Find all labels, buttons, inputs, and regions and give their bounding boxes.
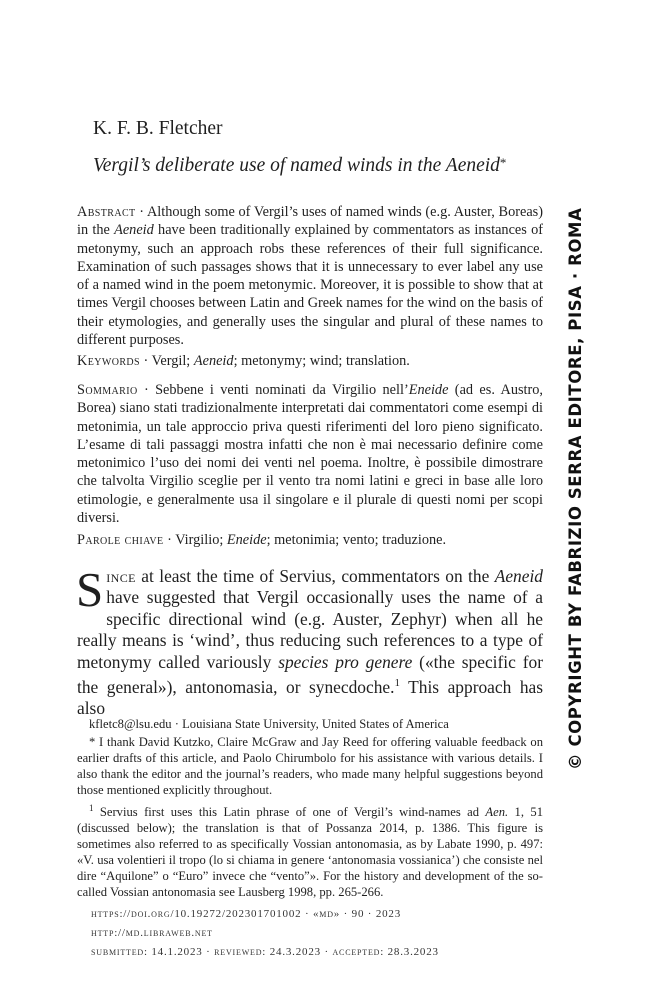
keywords-label: Keywords: [77, 353, 140, 369]
article-title: [93, 155, 506, 177]
sommario-text-cont: (ad es. Austro, Borea) siano stati tradizionalmente interpretati dai commentatori come esempi di metonimia, un tale approccio priva questi riferimenti del loro pieno significato. L’esame di tali passaggi mostra infatti che non è mai necessario definire come metonimico l’uso dei nomi dei venti nel poema. Inoltre, è possibile dimostrare che talvolta Virgilio sceglie per il vento tra nomi latini e greci in base alle loro etimologie, e generalmente usa il singolare e il plurale di questi nomi per scopi diversi.: [77, 382, 543, 527]
sommario-text: Sebbene i venti nominati da Virgilio nell’: [155, 382, 409, 398]
drop-cap: S: [76, 562, 104, 617]
footnote-1-emphasis: Aen.: [485, 805, 509, 820]
body-text-cont: have suggested that Vergil occasionally uses the name of a specific directional wind (e.g. Auster, Zephyr) when all he really means is ‘wind’, thus reducing such references to a type of metonymy called variously: [77, 587, 543, 672]
body-text: at least the time of Servius, commentators on the: [135, 566, 495, 586]
author-name: K. F. B. Fletcher: [93, 118, 223, 139]
parole-text-cont: ; metonimia; vento; traduzione.: [266, 532, 447, 548]
keywords-block: [77, 352, 543, 370]
parole-separator: ·: [163, 532, 176, 548]
body-text-cont-2: («the specific for the general»), antonomasia, or synecdoche.: [77, 651, 543, 697]
affiliation-text: kfletc8@lsu.edu · Louisiana State University, United States of America: [89, 717, 449, 731]
abstract-text-cont: have been traditionally explained by commentators as instances of metonymy, such an approach robs these references of their full significance. Examination of such passages shows that it is unnecessary to ever label any use of a named wind in the poem metonymic. Moreover, it is possible to show that at times Vergil chooses between Latin and Greek names for the wind on the basis of their etymologies, and generally uses the singular and plural of these names to different purposes.: [77, 222, 543, 349]
abstract-text: Although some of Vergil’s uses of named winds (e.g. Auster, Boreas) in the: [77, 204, 544, 239]
acknowledgment-text: I thank David Kutzko, Claire McGraw and Jay Reed for offering valuable feedback on earlier drafts of this article, and Paolo Chirumbolo for his assistance with various details. I also thank the editor and the journal’s readers, who made many helpful suggestions beyond those mentioned explicitly throughout.: [77, 735, 543, 797]
doi-line: https://doi.org/10.19272/202301701002 · «md» · 90 · 2023: [91, 908, 402, 920]
acknowledgment-mark: *: [89, 735, 96, 749]
title-footnote-mark: *: [499, 155, 507, 170]
footnote-1-mark: 1: [89, 803, 94, 813]
parole-label: Parole chiave: [77, 532, 164, 548]
sommario-block: [77, 381, 543, 527]
body-paragraph: [76, 562, 543, 720]
keywords-text: Vergil;: [151, 353, 194, 369]
abstract-emphasis: Aeneid: [114, 222, 154, 239]
parole-text: Virgilio;: [175, 532, 227, 548]
abstract-label: Abstract: [77, 204, 136, 220]
parole-chiave-block: [77, 531, 543, 549]
footnote-ref: 1: [394, 677, 400, 690]
keywords-emphasis: Aeneid: [193, 353, 234, 369]
website-line: http://md.libraweb.net: [91, 927, 213, 939]
keywords-separator: ·: [139, 353, 152, 369]
sommario-separator: ·: [137, 382, 156, 398]
parole-emphasis: Eneide: [226, 532, 267, 548]
body-text-cont-3: This approach has also: [77, 676, 543, 719]
footnote-1-text: Servius first uses this Latin phrase of one of Vergil’s wind-names ad: [93, 805, 486, 820]
lead-in: ince: [106, 566, 136, 586]
body-emphasis: Aeneid: [494, 566, 543, 586]
abstract-block: [77, 203, 543, 349]
sommario-label: Sommario: [77, 382, 138, 398]
dates-line: submitted: 14.1.2023 · reviewed: 24.3.2023 · accepted: 28.3.2023: [91, 946, 439, 958]
title-text: Vergil’s deliberate use of named winds in the Aeneid: [93, 155, 500, 176]
sommario-emphasis: Eneide: [408, 382, 449, 398]
abstract-separator: ·: [135, 204, 147, 220]
body-emphasis-2: species pro genere: [278, 651, 413, 672]
copyright-notice: © COPYRIGHT BY FABRIZIO SERRA EDITORE, PISA · ROMA: [566, 207, 585, 770]
footnote-1-text-cont: 1, 51 (discussed below); the translation is that of Possanza 2014, p. 1386. This figure is sometimes also referred to as specifically Vossian antonomasia, as by Labate 1990, p. 497: «V. usa volentieri il tropo (lo si chiama in genere ‘antonomasia vossianica’) che consiste nel dire “Aquilone” o “Euro” invece che “vento”». For the history and development of the so-called Vossian antonomasia see Lausberg 1998, pp. 265-266.: [77, 805, 543, 900]
footnote-1: [77, 800, 543, 900]
keywords-text-cont: ; metonymy; wind; translation.: [233, 353, 410, 369]
affiliation-note: [77, 716, 543, 732]
acknowledgment-note: [77, 734, 543, 798]
